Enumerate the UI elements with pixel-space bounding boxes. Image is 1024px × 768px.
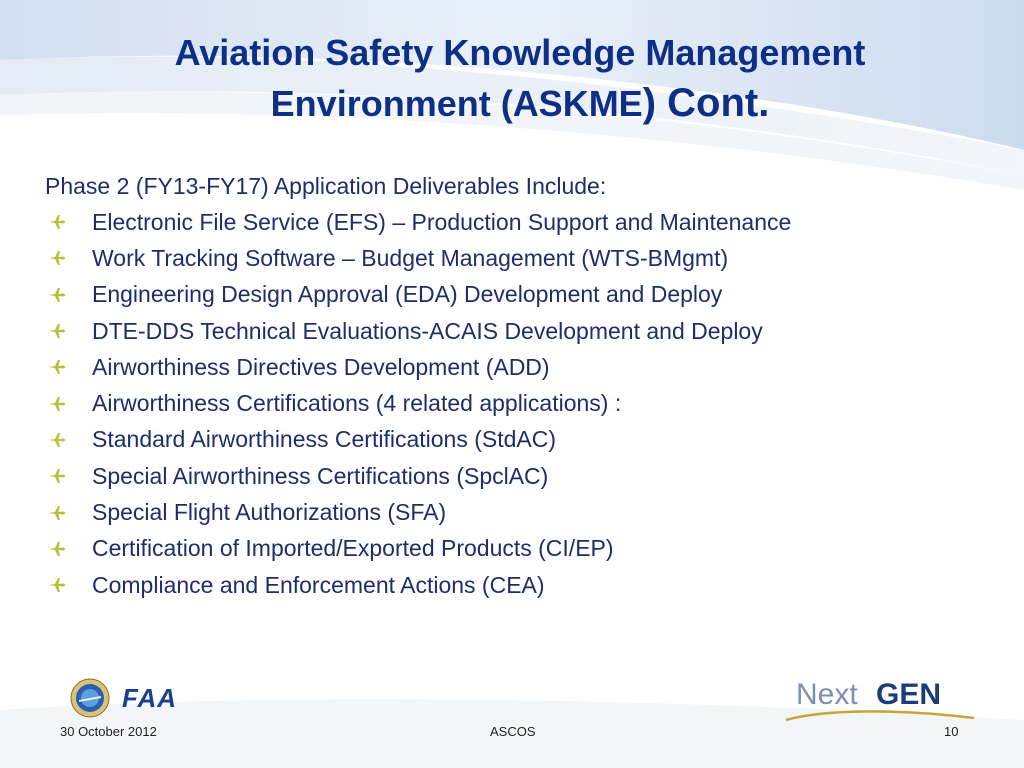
airplane-icon [47,539,67,559]
airplane-icon [47,321,67,341]
faa-seal-icon [70,678,110,718]
intro-text: Phase 2 (FY13-FY17) Application Deliverables Include: [45,173,607,199]
list-item-label: Work Tracking Software – Budget Management (WTS-BMgmt) [92,244,729,271]
list-item [45,567,995,603]
list-item [45,422,995,458]
list-item-label: DTE-DDS Technical Evaluations-ACAIS Development and Deploy [92,317,763,344]
airplane-icon [47,430,67,450]
list-item-label: Airworthiness Directives Development (ADD) [92,353,550,380]
faa-logo [70,678,177,718]
deliverables-list [45,204,995,603]
list-item [45,240,995,276]
list-item-label: Standard Airworthiness Certifications (StdAC) [92,426,557,453]
list-item [45,385,995,421]
list-item [45,204,995,240]
list-item [45,313,995,349]
list-item-label: Special Flight Authorizations (SFA) [92,499,447,526]
list-item-label: Certification of Imported/Exported Products (CI/EP) [92,535,614,562]
faa-wordmark: FAA [122,682,177,713]
footer-date: 30 October 2012 [60,724,157,739]
title-line-1: Aviation Safety Knowledge Management [174,32,866,73]
title-line-2 [60,78,980,129]
airplane-icon [47,248,67,268]
nextgen-gen-text: GEN [876,678,942,711]
airplane-icon [47,503,67,523]
list-item-label: Special Airworthiness Certifications (SpclAC) [92,462,549,489]
list-item [45,277,995,313]
airplane-icon [47,466,67,486]
list-item-label: Compliance and Enforcement Actions (CEA) [92,571,545,598]
title-line-2-part-a: Environment (ASKME [270,83,643,124]
title-line-2-part-b: ) Cont. [642,81,770,125]
slide-body [45,168,995,603]
airplane-icon [47,357,67,377]
list-item [45,458,995,494]
list-item-label: Engineering Design Approval (EDA) Development and Deploy [92,281,723,308]
nextgen-next-text: Next [796,678,858,711]
list-item-label: Airworthiness Certifications (4 related applications) : [92,390,622,417]
list-item [45,349,995,385]
list-item-label: Electronic File Service (EFS) – Production Support and Maintenance [92,208,792,235]
airplane-icon [47,394,67,414]
airplane-icon [47,575,67,595]
airplane-icon [47,285,67,305]
slide-title [60,28,980,129]
airplane-icon [47,212,67,232]
list-item [45,494,995,530]
list-item [45,531,995,567]
nextgen-logo [782,670,977,730]
page-number: 10 [944,724,959,739]
footer-center-label: ASCOS [490,724,536,739]
